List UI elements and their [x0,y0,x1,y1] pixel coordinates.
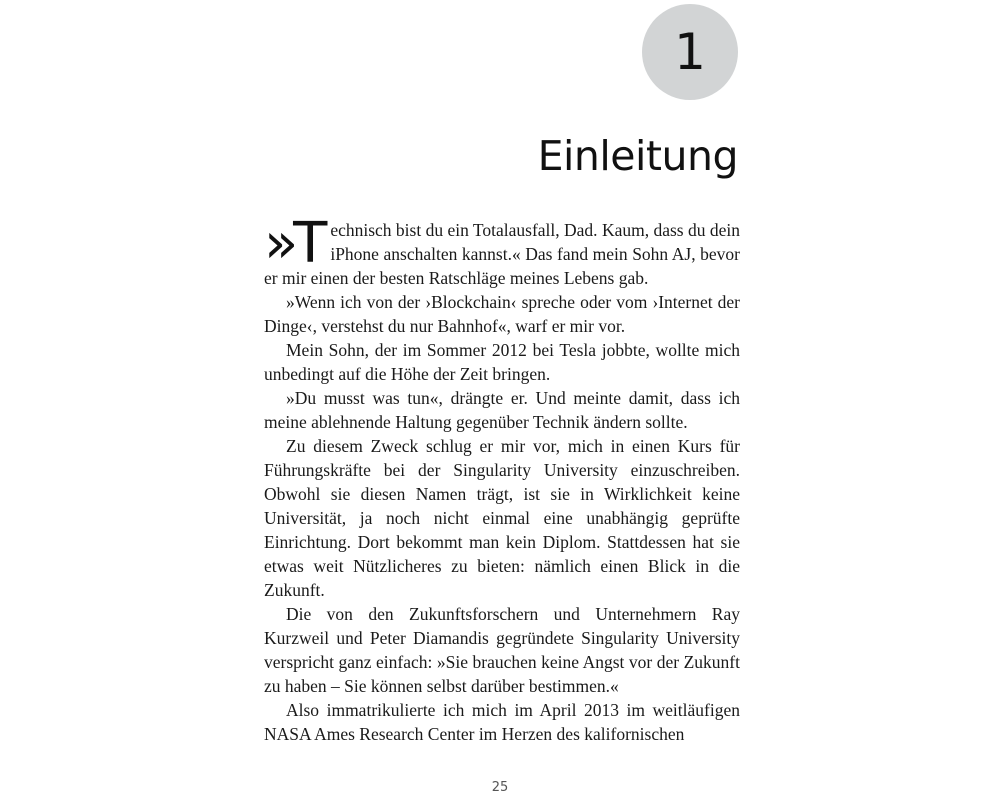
paragraph-5: Zu diesem Zweck schlug er mir vor, mich in einen Kurs für Führungskräfte bei der Singularity University einzuschreiben. Obwohl sie diesen Namen trägt, ist sie in Wirklichkeit keine Universität, ja noch nicht einmal eine unabhängig geprüfte Einrichtung. Dort bekommt man kein Diplom. Stattdessen hat sie etwas weit Nützlicheres zu bieten: nämlich einen Blick in die Zukunft. [264,436,740,600]
paragraph-4: »Du musst was tun«, drängte er. Und meinte damit, dass ich meine ablehnende Haltung gegenüber Technik ändern sollte. [264,388,740,432]
paragraph-2: »Wenn ich von der ›Blockchain‹ spreche oder vom ›Internet der Dinge‹, verstehst du nur Bahnhof«, warf er mir vor. [264,292,740,336]
paragraph-7: Also immatrikulierte ich mich im April 2013 im weitläufigen NASA Ames Research Center im Herzen des kalifornischen [264,700,740,744]
page-number: 25 [491,780,509,795]
paragraph-6: Die von den Zukunftsforschern und Unternehmern Ray Kurzweil und Peter Diamandis gegründete Singularity University verspricht ganz einfach: »Sie brauchen keine Angst vor der Zukunft zu haben – Sie können selbst darüber bestimmen.« [264,604,740,696]
chapter-title: Einleitung [537,132,738,180]
paragraph-1-text: echnisch bist du ein Totalausfall, Dad. Kaum, dass du dein iPhone anschalten kannst.« Das fand mein Sohn AJ, bevor er mir einen der besten Ratschläge meines Lebens gab. [264,220,740,288]
drop-cap: »T [264,211,328,276]
chapter-number-badge [642,4,738,100]
paragraph-3: Mein Sohn, der im Sommer 2012 bei Tesla jobbte, wollte mich unbedingt auf die Höhe der Zeit bringen. [264,340,740,384]
chapter-number: 1 [674,23,706,81]
body-text [264,211,740,746]
paragraph-1 [264,211,740,290]
